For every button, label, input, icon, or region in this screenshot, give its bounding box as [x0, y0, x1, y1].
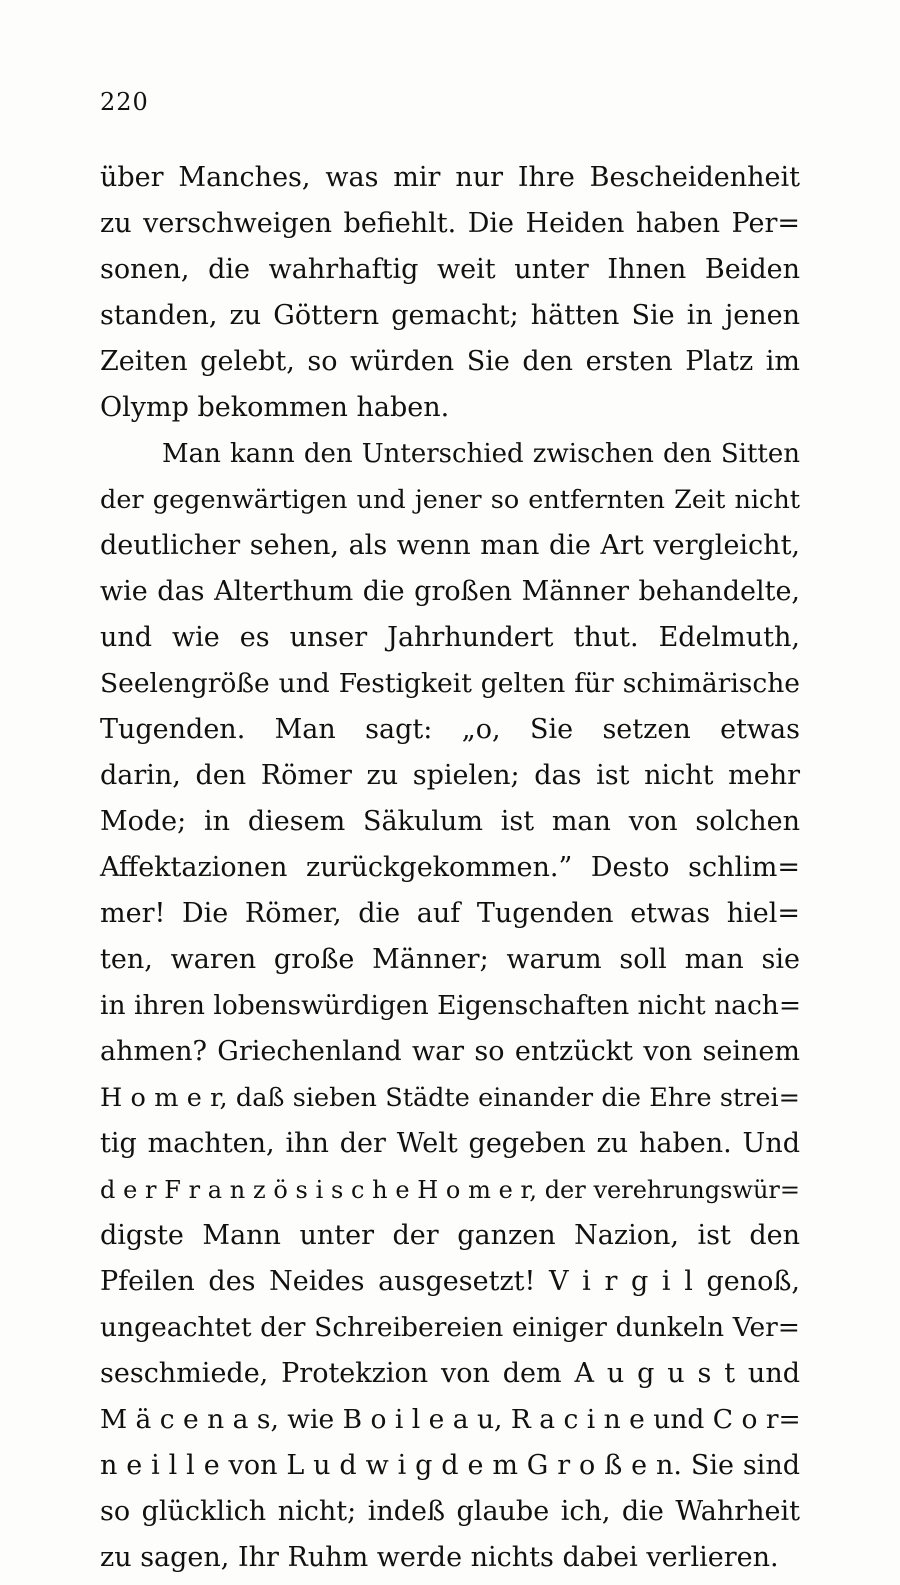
- text-line: und wie es unser Jahrhundert thut. Edelmuth,: [100, 622, 800, 653]
- text-line: H o m e r, daß sieben Städte einander die Ehre strei=: [100, 1083, 800, 1113]
- text-line: ten, waren große Männer; warum soll man sie: [100, 944, 800, 975]
- page-number: 220: [100, 88, 149, 116]
- text-line: Tugenden. Man sagt: „o, Sie setzen etwas: [100, 714, 800, 745]
- text-line: wie das Alterthum die großen Männer behandelte,: [100, 576, 800, 607]
- text-line: Seelengröße und Festigkeit gelten für schimärische: [100, 668, 800, 699]
- text-line: seschmiede, Protekzion von dem A u g u s t und: [100, 1358, 800, 1389]
- text-line: über Manches, was mir nur Ihre Bescheidenheit: [100, 162, 800, 193]
- text-line: Affektazionen zurückgekommen.” Desto schlim=: [100, 852, 800, 883]
- body-text: [100, 155, 800, 1581]
- text-line: Pfeilen des Neides ausgesetzt! V i r g i l genoß,: [100, 1266, 800, 1297]
- text-line: d e r F r a n z ö s i s c h e H o m e r, der verehrungswür=: [100, 1176, 800, 1204]
- text-line: mer! Die Römer, die auf Tugenden etwas hiel=: [100, 898, 800, 929]
- text-line: ahmen? Griechenland war so entzückt von seinem: [100, 1036, 800, 1067]
- text-line: Man kann den Unterschied zwischen den Sitten: [162, 439, 800, 469]
- text-line: ungeachtet der Schreibereien einiger dunkeln Ver=: [100, 1312, 800, 1343]
- paragraph: [100, 155, 800, 431]
- text-line: sonen, die wahrhaftig weit unter Ihnen Beiden: [100, 254, 800, 285]
- text-line: standen, zu Göttern gemacht; hätten Sie in jenen: [100, 300, 800, 331]
- text-line: tig machten, ihn der Welt gegeben zu haben. Und: [100, 1128, 800, 1159]
- text-line: Mode; in diesem Säkulum ist man von solchen: [100, 806, 800, 837]
- text-line: zu sagen, Ihr Ruhm werde nichts dabei verlieren.: [100, 1542, 779, 1573]
- paragraph: [100, 431, 800, 1581]
- text-line: n e i l l e von L u d w i g d e m G r o ß e n. Sie sind: [100, 1450, 800, 1481]
- text-line: deutlicher sehen, als wenn man die Art vergleicht,: [100, 530, 800, 561]
- text-line: in ihren lobenswürdigen Eigenschaften nicht nach=: [100, 990, 802, 1021]
- text-line: digste Mann unter der ganzen Nazion, ist den: [100, 1220, 800, 1251]
- text-line: M ä c e n a s, wie B o i l e a u, R a c i n e und C o r=: [100, 1404, 801, 1435]
- text-line: Zeiten gelebt, so würden Sie den ersten Platz im: [100, 346, 800, 377]
- text-line: der gegenwärtigen und jener so entfernten Zeit nicht: [100, 485, 800, 515]
- text-line: so glücklich nicht; indeß glaube ich, die Wahrheit: [100, 1496, 800, 1527]
- text-line: zu verschweigen befiehlt. Die Heiden haben Per=: [100, 208, 800, 239]
- text-line: darin, den Römer zu spielen; das ist nicht mehr: [100, 760, 800, 791]
- text-line: Olymp bekommen haben.: [100, 392, 450, 423]
